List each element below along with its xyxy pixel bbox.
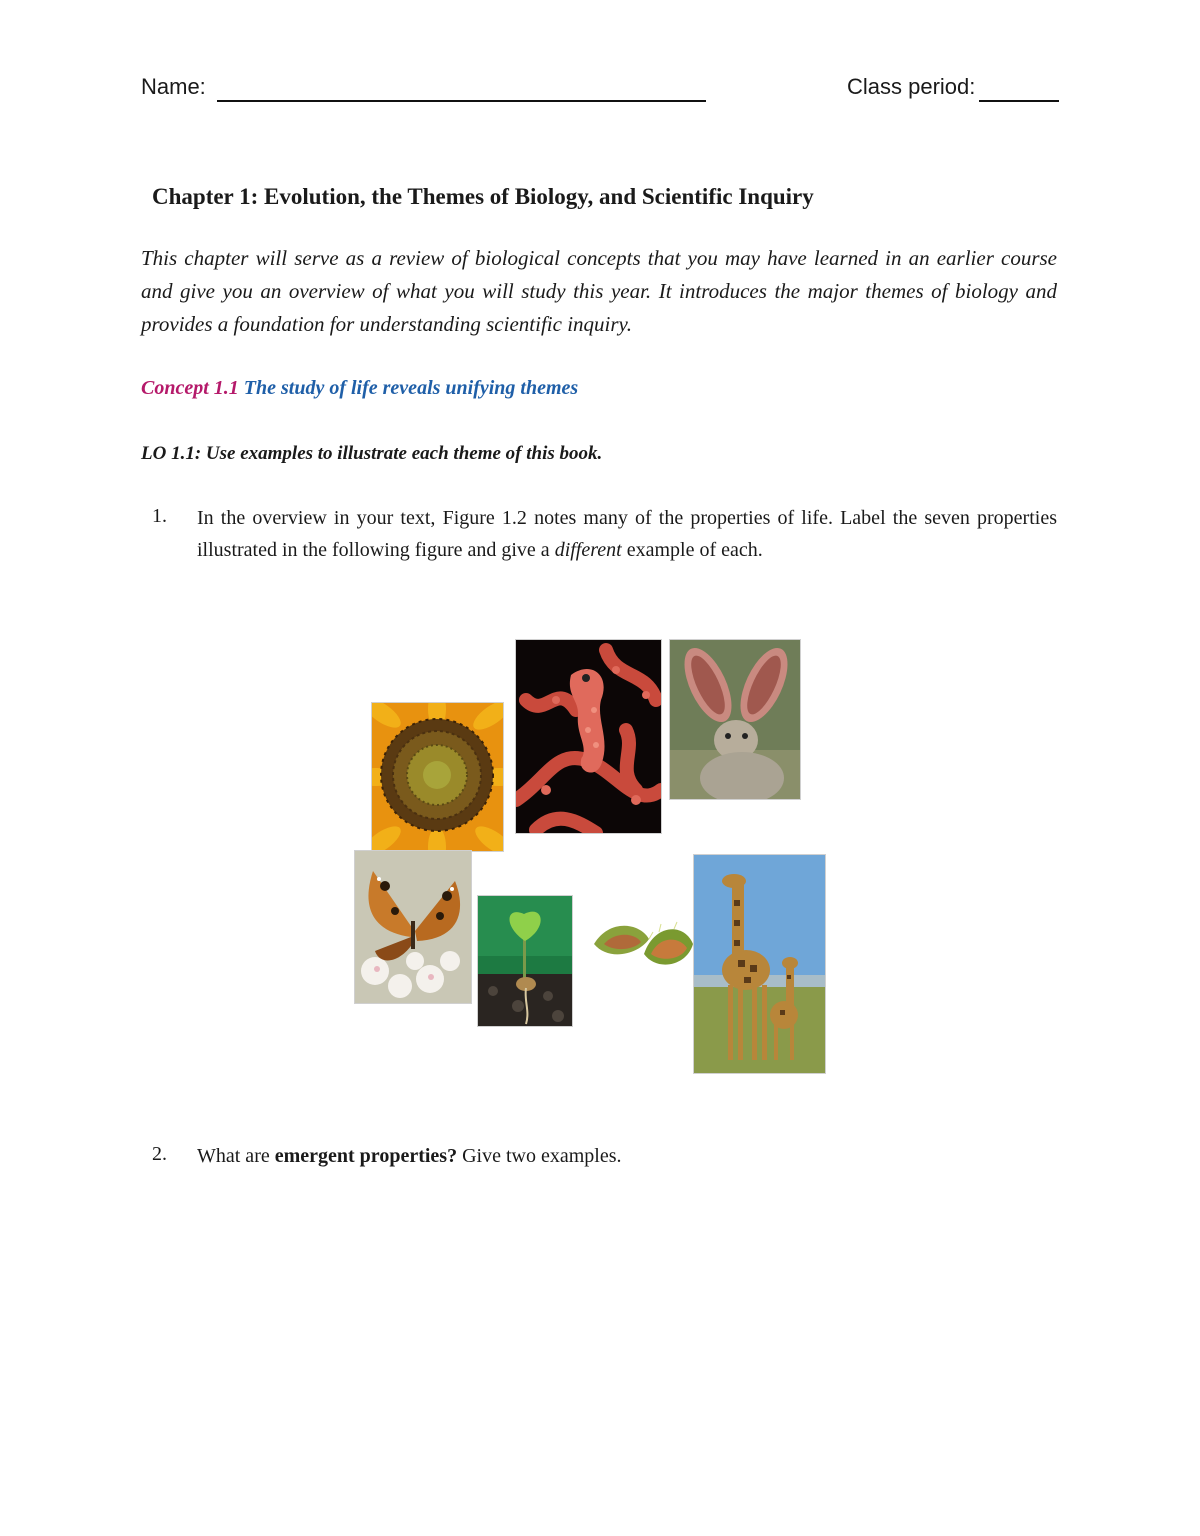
question-2-number: 2. — [152, 1143, 167, 1165]
concept-number: Concept 1.1 — [141, 377, 239, 399]
giraffes-photo — [693, 854, 826, 1074]
class-period-label: Class period: — [847, 74, 976, 99]
question-2-text — [197, 1140, 1057, 1172]
question-1-text-a: In the overview in your text, Figure 1.2 notes many of the properties of life. Label the seven properties illustrated in the following figure and give a — [197, 507, 1057, 561]
question-1-number: 1. — [152, 505, 167, 527]
question-1-text — [197, 502, 1057, 566]
concept-heading — [141, 377, 578, 400]
venus-flytrap-photo — [588, 913, 696, 973]
name-label: Name: — [141, 74, 206, 99]
class-period-blank-line[interactable] — [979, 100, 1059, 102]
chapter-intro: This chapter will serve as a review of biological concepts that you may have learned in an earlier course and give you an overview of what you will study this year. It introduces the major themes of biology and provides a foundation for understanding scientific inquiry. — [141, 246, 1057, 336]
question-2-text-a: What are — [197, 1145, 275, 1167]
question-1-emphasis: different — [554, 539, 622, 561]
question-2-bold-term: emergent properties? — [274, 1145, 458, 1167]
question-2-text-b: Give two examples. — [457, 1145, 622, 1167]
oak-seedling-photo — [477, 895, 573, 1027]
concept-title: The study of life reveals unifying themes — [243, 377, 579, 399]
name-blank-line[interactable] — [217, 100, 706, 102]
header-row — [141, 72, 1059, 106]
chapter-title: Chapter 1: Evolution, the Themes of Biology, and Scientific Inquiry — [152, 184, 814, 209]
jackrabbit-photo — [669, 639, 801, 800]
question-1-text-b: example of each. — [621, 539, 763, 561]
painted-lady-butterfly-photo — [354, 850, 472, 1004]
properties-of-life-figure — [350, 636, 830, 1076]
learning-objective: LO 1.1: Use examples to illustrate each theme of this book. — [141, 443, 603, 464]
sunflower-photo — [371, 702, 504, 852]
pygmy-seahorse-photo — [515, 639, 662, 834]
